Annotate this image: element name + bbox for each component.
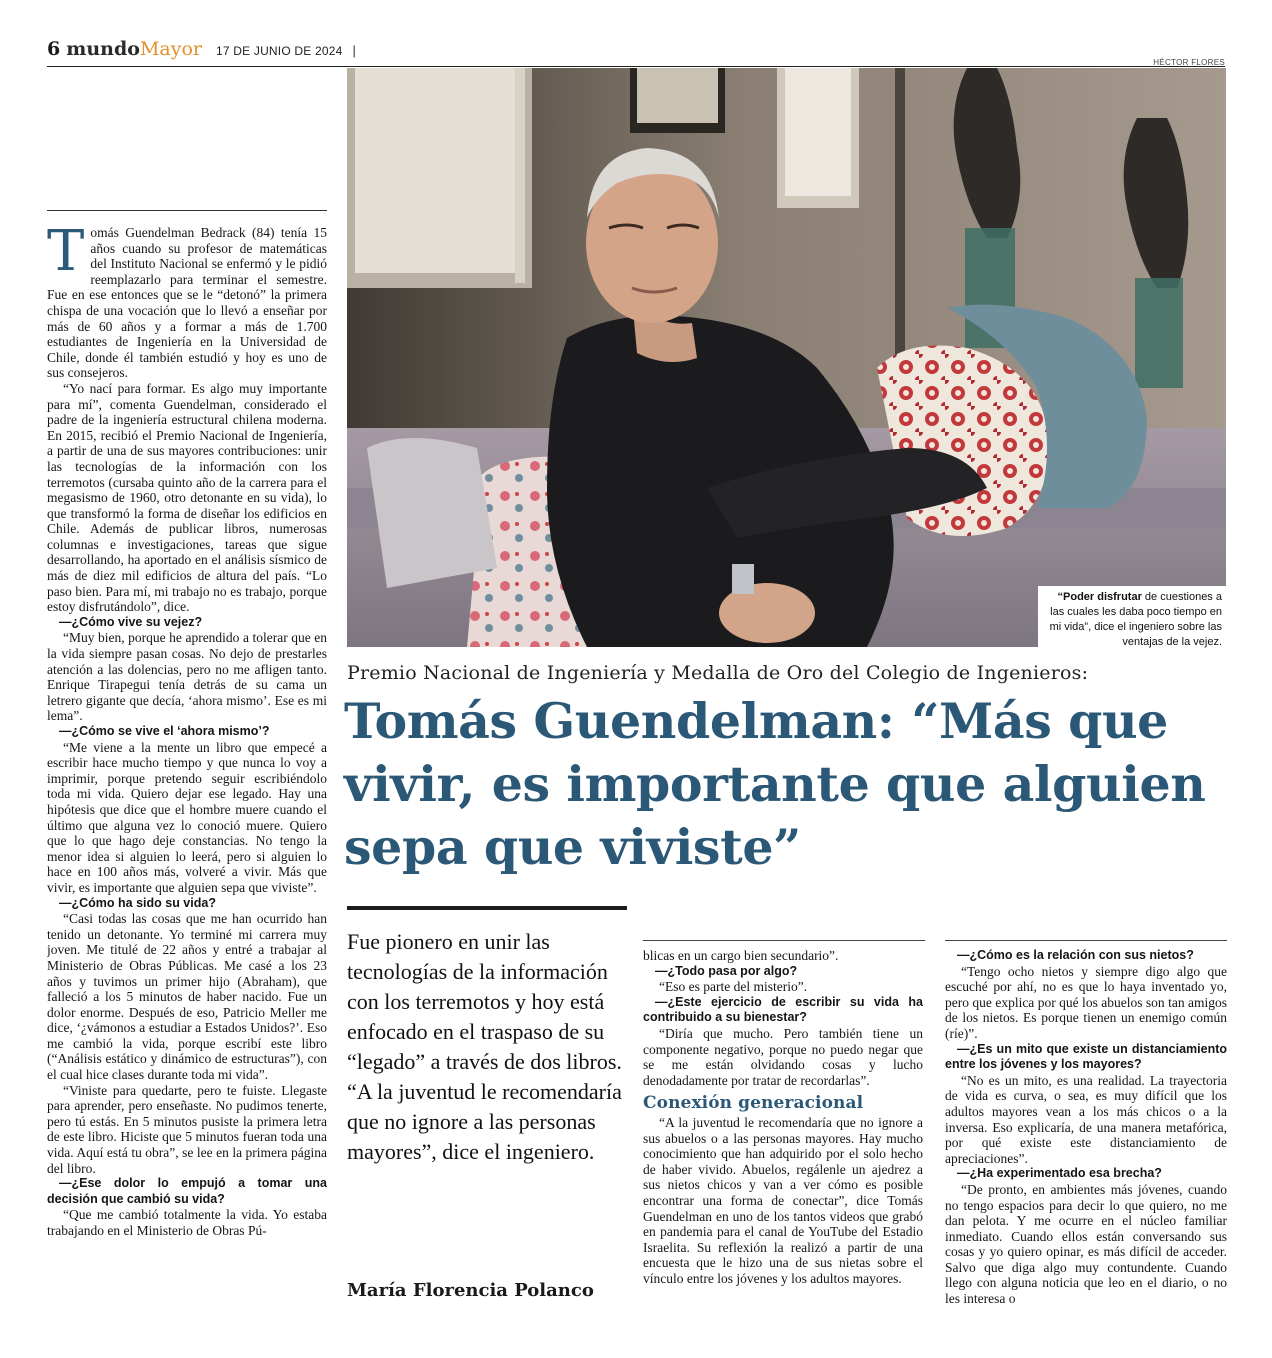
paragraph: “Eso es parte del misterio”. bbox=[659, 979, 808, 995]
lead-text: omás Guendelman Bedrack (84) tenía 15 años cuando su profesor de matemáticas del Instituto Nacional se enfermó y le pidió reemplazarlo para terminar el semestre. Fue en ese entonces que se le “detonó” la primera chispa de una vocación que lo llevó a enseñar por más de 60 años y a formar a más de 1.700 estudiantes de Ingeniería en la Universidad de Chile, donde él también estudió y hoy es uno de sus consejeros. bbox=[47, 225, 327, 381]
drop-cap: T bbox=[47, 219, 85, 284]
section-subhead: Conexión generacional bbox=[643, 1093, 864, 1114]
interview-question: —¿Ese dolor lo empujó a tomar una decisión que cambió su vida? bbox=[47, 1176, 327, 1206]
paragraph: “Tengo ocho nietos y siempre digo algo que escuché por ahí, no es que lo haya inventado yo, pero que explica por qué los abuelos son tan amigos de los nietos. Es porque tienen un enemigo común (ríe)”. bbox=[945, 963, 1227, 1041]
portrait-illustration bbox=[347, 68, 1226, 647]
column-rule bbox=[643, 940, 925, 941]
interview-question: —¿Este ejercicio de escribir su vida ha contribuido a su bienestar? bbox=[643, 994, 923, 1025]
photo-credit: HÉCTOR FLORES bbox=[1153, 58, 1225, 67]
interview-question: —¿Es un mito que existe un distanciamiento entre los jóvenes y los mayores? bbox=[945, 1041, 1227, 1072]
caption-text: de cuestiones a las cuales les daba poco tiempo en mi vida”, dice el ingeniero sobre las ventajas de la vejez. bbox=[1049, 591, 1222, 648]
issue-date: 17 DE JUNIO DE 2024 bbox=[215, 44, 343, 58]
paragraph: “Diría que mucho. Pero también tiene un componente negativo, porque no puedo negar que se me están olvidando cosas y lucho denodadamente por tratar de recordarlas”. bbox=[643, 1025, 923, 1088]
interview-question: —¿Cómo se vive el ‘ahora mismo’? bbox=[59, 724, 270, 738]
lead-paragraph bbox=[47, 219, 327, 381]
kicker: Premio Nacional de Ingeniería y Medalla de Oro del Colegio de Ingenieros: bbox=[347, 662, 1089, 684]
interview-question: —¿Ha experimentado esa brecha? bbox=[957, 1166, 1162, 1181]
article-column-3 bbox=[945, 948, 1227, 1350]
paragraph: “A la juventud le recomendaría que no ignore a sus abuelos o a las personas mayores. Hay mucho conocimiento que han adquirido por el solo hecho de haber vivido. Abuelos, regálenle un ajedrez a sus nietos chicos y van a ver cómo es posible encontrar una forma de conectar”, dice Tomás Guendelman en uno de los tantos videos que grabó en pandemia para el canal de YouTube del Estadio Israelita. Su reflexión la realizó a partir de una encuesta que le hizo una de sus nietas sobre el vínculo entre los jóvenes y los adultos mayores. bbox=[643, 1114, 923, 1286]
masthead bbox=[47, 38, 356, 62]
paragraph: “No es un mito, es una realidad. La trayectoria de vida es curva, o sea, es muy difícil que los adultos mayores vean a los más chicos o a la inversa. Eso explicaría, de una manera metafórica, por qué existe este distanciamiento de apreciaciones”. bbox=[945, 1072, 1227, 1166]
masthead-rule bbox=[47, 66, 1225, 67]
masthead-separator: | bbox=[352, 43, 356, 58]
interview-question: —¿Todo pasa por algo? bbox=[655, 963, 798, 978]
column-rule bbox=[945, 940, 1227, 941]
brand-name-accent: Mayor bbox=[139, 38, 202, 60]
paragraph: “Me viene a la mente un libro que empecé a escribir hace mucho tiempo y que nunca lo voy a imprimir, porque pretendo seguir escribiéndolo toda mi vida. Quiero dejar ese legado. Hay una hipótesis que dice que el hombre muere cuando el último que alguna vez lo conoció muere. Quiero que lo que hago deje constancias. No tengo la menor idea si alguien lo leerá, pero si alguien lo hace en 100 años más, volveré a vivir. Más que vivir, es importante que alguien sepa que viviste”. bbox=[47, 739, 327, 895]
paragraph: “Yo nací para formar. Es algo muy importante para mí”, comenta Guendelman, considerado el padre de la ingeniería estructural chilena moderna. En 2015, recibió el Premio Nacional de Ingeniería, a partir de una de sus mayores contribuciones: unir las tecnologías de la información con los terremotos (cursaba quinto año de la carrera para el megasismo de 1960, otro detonante en su vida), lo que transformó la forma de diseñar los edificios en Chile. Además de publicar libros, numerosas columnas e investigaciones, tareas que sigue desarrollando, ha aportado en el análisis sísmico de más de diez mil edificios de altura del país. “Lo paso bien. Para mí, mi trabajo no es trabajo, porque estoy disfrutándolo”, dice. bbox=[47, 380, 327, 615]
deck: Fue pionero en unir las tecnologías de la información con los terremotos y hoy está enfocado en el traspaso de su “legado” a través de dos libros. “A la juventud le recomendaría que no ignore a las personas mayores”, dice el ingeniero. bbox=[347, 929, 622, 1164]
paragraph: “Que me cambió totalmente la vida. Yo estaba trabajando en el Ministerio de Obras Pú- bbox=[47, 1207, 327, 1238]
article-photo bbox=[347, 68, 1226, 647]
brand-name: mundo bbox=[66, 38, 140, 60]
interview-question: —¿Cómo ha sido su vida? bbox=[59, 895, 216, 910]
paragraph: blicas en un cargo bien secundario”. bbox=[643, 948, 839, 963]
page-number: 6 bbox=[47, 38, 61, 60]
deck-rule bbox=[347, 906, 627, 910]
interview-question: —¿Cómo es la relación con sus nietos? bbox=[957, 948, 1194, 962]
paragraph: “De pronto, en ambientes más jóvenes, cuando no tengo espacios para decir lo que quiero, no me dan pelota. Y me ocurre en el núcleo familiar inmediato. Cuando ellos están conversando sus cosas y yo quiero opinar, es más difícil de acceder. Salvo que diga algo muy contundente. Cuando llego con alguna noticia que leo en el diario, o no les interesa o bbox=[945, 1181, 1227, 1307]
headline: Tomás Guendelman: “Más que vivir, es importante que alguien sepa que viviste” bbox=[344, 692, 1206, 876]
paragraph: “Muy bien, porque he aprendido a tolerar que en la vida siempre pasan cosas. No dejo de prestarles atención a las dolencias, pero no me afligen tanto. Enrique Tirapegui tenía detrás de su cama un letrero gigante que decía, ‘ahora mismo’. Ese es mi lema”. bbox=[47, 630, 327, 724]
photo-caption bbox=[1038, 586, 1228, 654]
article-column-1 bbox=[47, 210, 327, 1350]
caption-quote: “Poder disfrutar bbox=[1057, 591, 1142, 603]
paragraph: “Viniste para quedarte, pero te fuiste. Llegaste para aprender, pero enseñaste. No pudimos tenerte, pero tú estás. En 5 minutos pusiste la primera letra de este libro. Hiciste que 5 minutos fueran toda una vida. Aquí está tu obra”, se lee en la primera página del libro. bbox=[47, 1082, 327, 1176]
interview-question: —¿Cómo vive su vejez? bbox=[59, 614, 203, 629]
article-column-2 bbox=[643, 948, 923, 1350]
paragraph: “Casi todas las cosas que me han ocurrido han tenido un detonante. Yo terminé mi carrera muy joven. Me titulé de 22 años y entré a trabajar al Ministerio de Obras Públicas. Me casé a los 23 años y tuvimos un primer hijo (Abraham), que falleció a los 5 minutos de haber nacido. Fue un dolor enorme. Después de eso, Patricio Meller me dice, ‘¿vámonos a estudiar a Estados Unidos?’. Eso me cambió la vida, porque escribí este libro (“Análisis estático y dinámico de estructuras”), con el cual hice clases durante toda mi vida”. bbox=[47, 911, 327, 1083]
byline: María Florencia Polanco bbox=[347, 1280, 594, 1301]
